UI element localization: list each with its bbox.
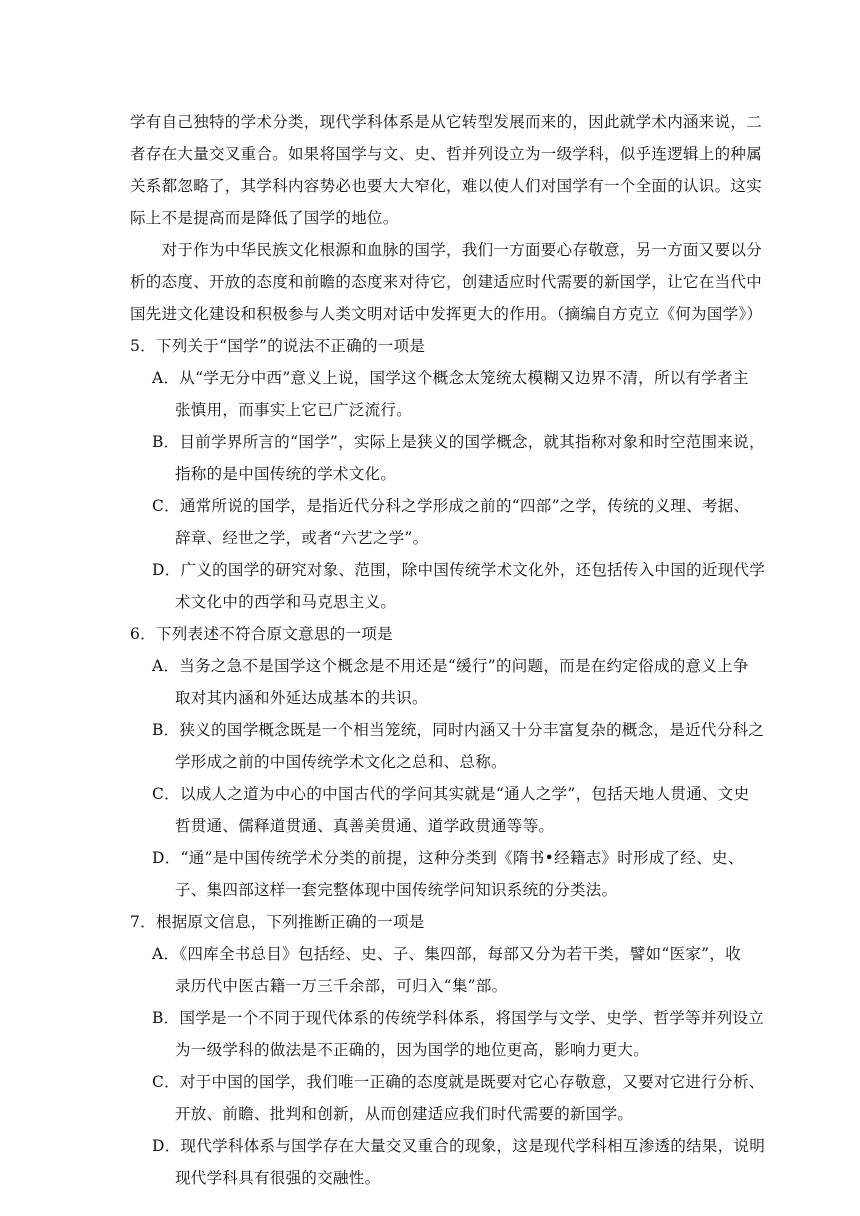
passage-line: 学有自己独特的学术分类，现代学科体系是从它转型发展而来的，因此就学术内涵来说，二 bbox=[130, 113, 763, 131]
passage-line: 际上不是提高而是降低了国学的地位。 bbox=[130, 209, 399, 227]
option-d-cont: 子、集四部这样一套完整体现中国传统学问知识系统的分类法。 bbox=[175, 881, 618, 899]
option-c-cont: 开放、前瞻、批判和创新，从而创建适应我们时代需要的新国学。 bbox=[175, 1105, 634, 1123]
passage-line: 者存在大量交叉重合。如果将国学与文、史、哲并列设立为一级学科，似乎连逻辑上的种属 bbox=[130, 145, 763, 163]
option-a: A．《四库全书总目》包括经、史、子、集四部，每部又分为若干类，譬如“医家”，收 bbox=[152, 945, 741, 963]
option-b: B．目前学界所言的“国学”，实际上是狭义的国学概念，就其指称对象和时空范围来说， bbox=[152, 433, 765, 451]
option-d-cont: 现代学科具有很强的交融性。 bbox=[175, 1169, 381, 1187]
option-a-cont: 录历代中医古籍一万三千余部，可归入“集”部。 bbox=[175, 977, 508, 995]
option-a-cont: 取对其内涵和外延达成基本的共识。 bbox=[175, 689, 428, 707]
question-stem: 6．下列表述不符合原文意思的一项是 bbox=[130, 625, 393, 643]
option-d: D．广义的国学的研究对象、范围，除中国传统学术文化外，还包括传入中国的近现代学 bbox=[152, 561, 766, 579]
option-b-cont: 指称的是中国传统的学术文化。 bbox=[175, 465, 397, 483]
option-c: C．以成人之道为中心的中国古代的学问其实就是“通人之学”，包括天地人贯通、文史 bbox=[152, 785, 750, 803]
option-d-cont: 术文化中的西学和马克思主义。 bbox=[175, 593, 397, 611]
option-c: C．对于中国的国学，我们唯一正确的态度就是既要对它心存敬意，又要对它进行分析、 bbox=[152, 1073, 765, 1091]
option-b: B．狭义的国学概念既是一个相当笼统，同时内涵又十分丰富复杂的概念，是近代分科之 bbox=[152, 721, 765, 739]
option-b-cont: 为一级学科的做法是不正确的，因为国学的地位更高，影响力更大。 bbox=[175, 1041, 650, 1059]
question-stem: 5．下列关于“国学”的说法不正确的一项是 bbox=[130, 337, 426, 355]
option-c-cont: 哲贯通、儒释道贯通、真善美贯通、道学政贯通等等。 bbox=[175, 817, 555, 835]
passage-line: 析的态度、开放的态度和前瞻的态度来对待它，创建适应时代需要的新国学，让它在当代中 bbox=[130, 273, 763, 291]
option-d: D．现代学科体系与国学存在大量交叉重合的现象，这是现代学科相互渗透的结果，说明 bbox=[152, 1137, 766, 1155]
passage-line: 对于作为中华民族文化根源和血脉的国学，我们一方面要心存敬意，另一方面又要以分 bbox=[130, 241, 763, 259]
passage-line: 国先进文化建设和积极参与人类文明对话中发挥更大的作用。（摘编自方克立《何为国学》） bbox=[130, 305, 763, 323]
option-b-cont: 学形成之前的中国传统学术文化之总和、总称。 bbox=[175, 753, 507, 771]
option-a-cont: 张慎用，而事实上它已广泛流行。 bbox=[175, 401, 413, 419]
option-a: A．当务之急不是国学这个概念是不用还是“缓行”的问题，而是在约定俗成的意义上争 bbox=[152, 657, 749, 675]
option-d: D．“通”是中国传统学术分类的前提，这种分类到《隋书•经籍志》时形成了经、史、 bbox=[152, 849, 744, 867]
passage-line: 关系都忽略了，其学科内容势必也要大大窄化，难以使人们对国学有一个全面的认识。这实 bbox=[130, 177, 763, 195]
option-c: C．通常所说的国学，是指近代分科之学形成之前的“四部”之学，传统的义理、考据、 bbox=[152, 497, 750, 515]
option-b: B．国学是一个不同于现代体系的传统学科体系，将国学与文学、史学、哲学等并列设立 bbox=[152, 1009, 765, 1027]
option-a: A．从“学无分中西”意义上说，国学这个概念太笼统太模糊又边界不清，所以有学者主 bbox=[152, 369, 749, 387]
option-c-cont: 辞章、经世之学，或者“六艺之学”。 bbox=[175, 529, 429, 547]
question-stem: 7．根据原文信息，下列推断正确的一项是 bbox=[130, 913, 425, 931]
